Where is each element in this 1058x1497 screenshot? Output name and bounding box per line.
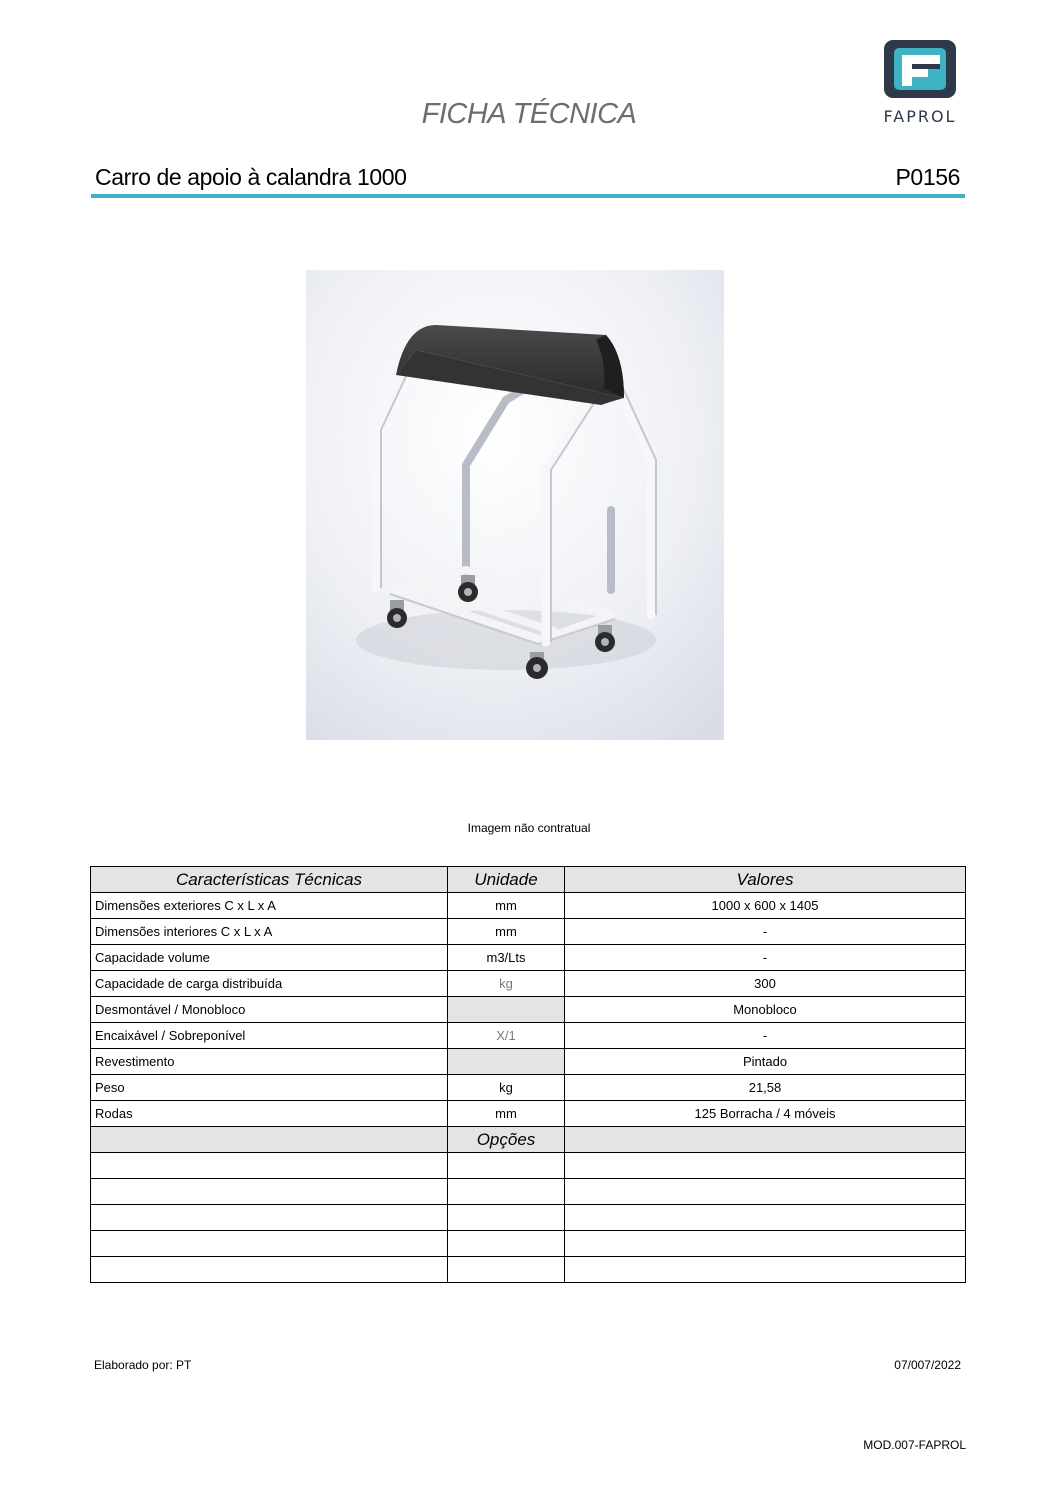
options-row xyxy=(91,1205,966,1231)
row-label: Dimensões interiores C x L x A xyxy=(91,919,448,945)
specs-table xyxy=(90,866,966,1283)
options-header-blank-left xyxy=(91,1127,448,1153)
row-value: 125 Borracha / 4 móveis xyxy=(565,1101,966,1127)
product-photo xyxy=(306,270,724,740)
options-row xyxy=(91,1179,966,1205)
row-unit: kg xyxy=(448,1075,565,1101)
row-unit xyxy=(448,1049,565,1075)
document-title: FICHA TÉCNICA xyxy=(421,98,637,130)
product-name: Carro de apoio à calandra 1000 xyxy=(95,164,407,190)
options-cell xyxy=(565,1231,966,1257)
title-underline xyxy=(91,194,965,198)
svg-text:FAPROL: FAPROL xyxy=(883,107,957,126)
options-row xyxy=(91,1257,966,1283)
options-header-blank-right xyxy=(565,1127,966,1153)
options-cell xyxy=(448,1179,565,1205)
options-cell xyxy=(448,1153,565,1179)
options-cell xyxy=(91,1179,448,1205)
row-value: 21,58 xyxy=(565,1075,966,1101)
row-label: Capacidade volume xyxy=(91,945,448,971)
row-unit: kg xyxy=(448,971,565,997)
row-unit: mm xyxy=(448,919,565,945)
row-value: - xyxy=(565,919,966,945)
row-unit xyxy=(448,997,565,1023)
form-model-code: MOD.007-FAPROL xyxy=(863,1438,966,1452)
options-cell xyxy=(565,1179,966,1205)
table-row xyxy=(91,997,966,1023)
row-unit: X/1 xyxy=(448,1023,565,1049)
row-value: Monobloco xyxy=(565,997,966,1023)
options-header: Opções xyxy=(448,1127,565,1153)
product-code: P0156 xyxy=(895,164,960,190)
row-value: 300 xyxy=(565,971,966,997)
row-unit: m3/Lts xyxy=(448,945,565,971)
options-cell xyxy=(565,1153,966,1179)
table-row xyxy=(91,919,966,945)
row-value: Pintado xyxy=(565,1049,966,1075)
options-cell xyxy=(448,1205,565,1231)
row-label: Revestimento xyxy=(91,1049,448,1075)
options-row xyxy=(91,1231,966,1257)
table-row xyxy=(91,1023,966,1049)
table-row xyxy=(91,1075,966,1101)
row-unit: mm xyxy=(448,1101,565,1127)
document-date: 07/007/2022 xyxy=(894,1358,961,1372)
options-row xyxy=(91,1153,966,1179)
row-label: Desmontável / Monobloco xyxy=(91,997,448,1023)
options-cell xyxy=(448,1257,565,1283)
options-cell xyxy=(448,1231,565,1257)
table-row xyxy=(91,945,966,971)
column-header-unit: Unidade xyxy=(448,867,565,893)
options-cell xyxy=(565,1257,966,1283)
options-cell xyxy=(91,1231,448,1257)
row-label: Encaixável / Sobreponível xyxy=(91,1023,448,1049)
row-label: Dimensões exteriores C x L x A xyxy=(91,893,448,919)
options-cell xyxy=(91,1153,448,1179)
row-value: - xyxy=(565,1023,966,1049)
options-cell xyxy=(91,1257,448,1283)
prepared-by: Elaborado por: PT xyxy=(94,1358,192,1372)
row-unit: mm xyxy=(448,893,565,919)
row-label: Rodas xyxy=(91,1101,448,1127)
options-cell xyxy=(91,1205,448,1231)
options-header-row xyxy=(91,1127,966,1153)
table-row xyxy=(91,893,966,919)
row-label: Capacidade de carga distribuída xyxy=(91,971,448,997)
table-header-row xyxy=(91,867,966,893)
options-cell xyxy=(565,1205,966,1231)
row-label: Peso xyxy=(91,1075,448,1101)
table-row xyxy=(91,1049,966,1075)
row-value: 1000 x 600 x 1405 xyxy=(565,893,966,919)
column-header-characteristics: Características Técnicas xyxy=(91,867,448,893)
table-row xyxy=(91,1101,966,1127)
row-value: - xyxy=(565,945,966,971)
image-disclaimer: Imagem não contratual xyxy=(467,821,591,835)
table-row xyxy=(91,971,966,997)
column-header-values: Valores xyxy=(565,867,966,893)
